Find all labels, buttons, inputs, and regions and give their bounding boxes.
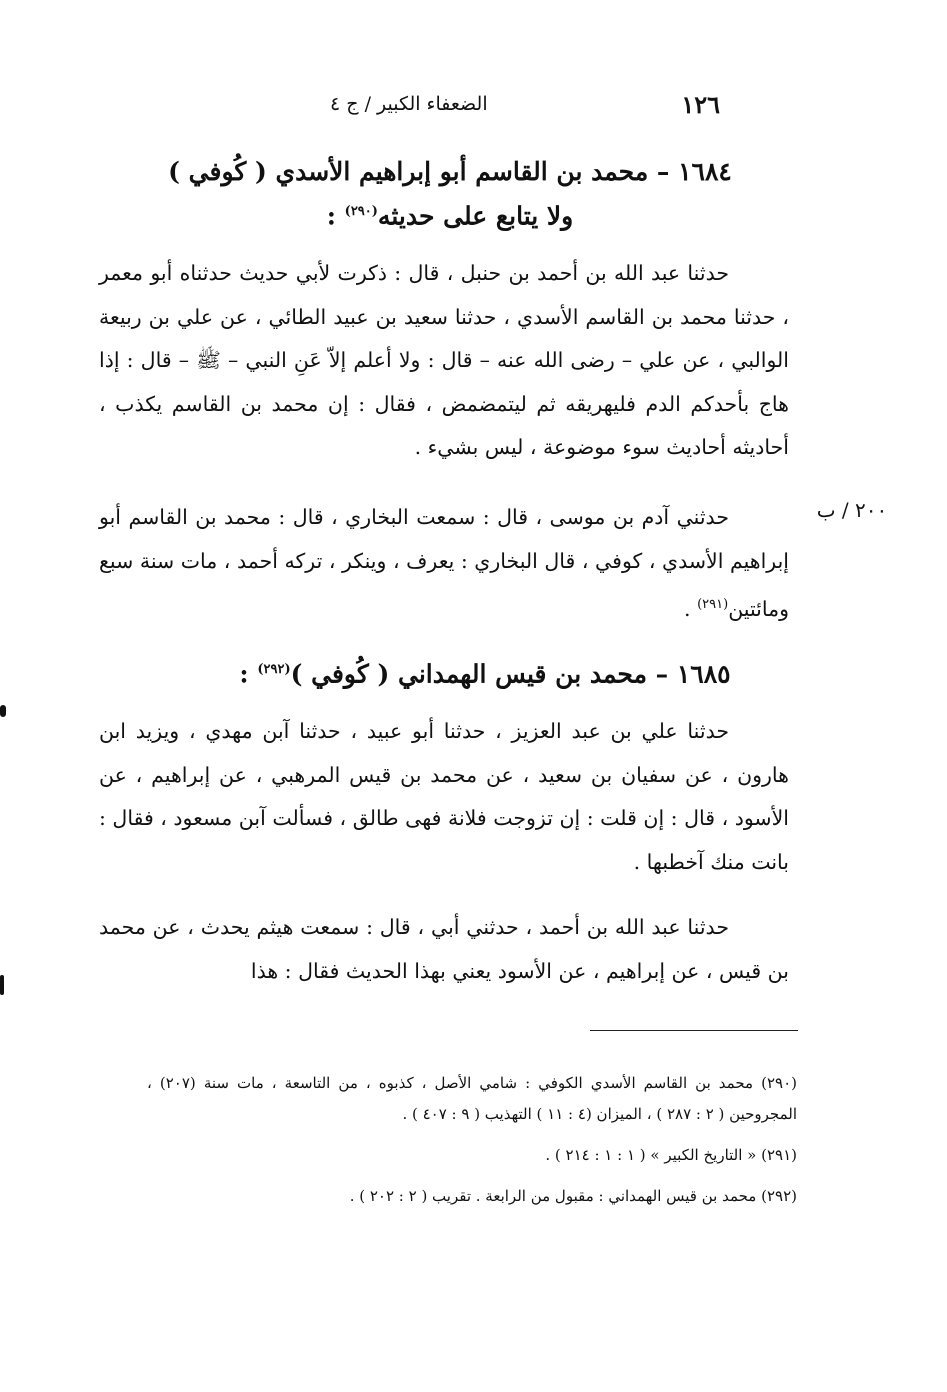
scan-edge-mark (0, 975, 4, 995)
footnote-ref-291: (٢٩١) (697, 597, 729, 612)
entry-1684-title (150, 152, 750, 236)
footnote-290: (٢٩٠) محمد بن القاسم الأسدي الكوفي : شامي الأصل ، كذبوه ، من التاسعة ، مات سنة (٢٠٧) ، المجروحين ( ٢ : ٢٨٧ ) ، الميزان (٤ : ١١ ) التهذيب ( ٩ : ٤٠٧ ) . (147, 1074, 797, 1123)
entry-1684-title-line2 (150, 192, 750, 236)
margin-folio-reference: ٢٠٠ / ب (816, 498, 888, 522)
entry-1684-paragraph-1: حدثنا عبد الله بن أحمد بن حنبل ، قال : ذكرت لأبي حديث حدثناه أبو معمر ، حدثنا محمد بن القاسم الأسدي ، حدثنا سعيد بن عبيد الطائي ، عن علي بن ربيعة الوالبي ، عن علي – رضى الله عنه – قال : ولا أعلم إلاّ عَنِ النبي – ﷺ – قال : إذا هاج بأحدكم الدم فليهريقه ثم ليتمضمض ، فقال : إن محمد بن القاسم يكذب ، أحاديثه أحاديث سوء موضوعة ، ليس بشيء . (99, 261, 789, 459)
entry-1685-paragraph-1: حدثنا علي بن عبد العزيز ، حدثنا أبو عبيد ، حدثنا آبن مهدي ، ويزيد ابن هارون ، عن سفيان بن سعيد ، عن محمد بن قيس المرهبي ، عن إبراهيم ، عن الأسود ، قال : إن قلت : إن تزوجت فلانة فهى طالق ، فسألت آبن مسعود ، فقال : بانت منك آخطبها . (99, 719, 789, 874)
entry-1684-paragraph-2-end: . (684, 596, 698, 621)
entry-1684-paragraph-2 (99, 496, 789, 631)
footnotes (147, 1068, 797, 1222)
entry-1685-title-end: : (239, 659, 258, 689)
entry-1684-title-line1: ١٦٨٤ – محمد بن القاسم أبو إبراهيم الأسدي ( كُوفي ) (168, 157, 732, 186)
footnote-291: (٢٩١) « التاريخ الكبير » ( ١ : ١ : ٢١٤ ) . (545, 1146, 797, 1164)
entry-1685-title-text: ١٦٨٥ – محمد بن قيس الهمداني ( كُوفي ) (290, 659, 731, 689)
footnote-292: (٢٩٢) محمد بن قيس الهمداني : مقبول من الرابعة . تقريب ( ٢ : ٢٠٢ ) . (349, 1187, 797, 1205)
entry-1685-paragraph-2: حدثنا عبد الله بن أحمد ، حدثني أبي ، قال : سمعت هيثم يحدث ، عن محمد بن قيس ، عن إبراهيم ، عن الأسود يعني بهذا الحديث فقال : هذا (99, 915, 789, 983)
page-number: ١٢٦ (681, 89, 720, 119)
page-header (330, 84, 720, 124)
entry-1685-title (220, 650, 750, 694)
entry-1684-title-line2-end: : (326, 201, 345, 231)
entry-1684-paragraph-2-text: حدثني آدم بن موسى ، قال : سمعت البخاري ، قال : محمد بن القاسم أبو إبراهيم الأسدي ، كوفي ، قال البخاري : يعرف ، وينكر ، تركه أحمد ، مات سنة سبع ومائتين (99, 505, 789, 621)
scan-edge-mark (0, 705, 6, 717)
footnote-ref-290: (٢٩٠) (344, 204, 378, 219)
footnote-separator (590, 1030, 798, 1031)
running-title: الضعفاء الكبير / ج ٤ (330, 93, 488, 115)
footnote-ref-292: (٢٩٢) (257, 662, 291, 677)
entry-1684-title-line2-text: ولا يتابع على حديثه (377, 201, 574, 231)
